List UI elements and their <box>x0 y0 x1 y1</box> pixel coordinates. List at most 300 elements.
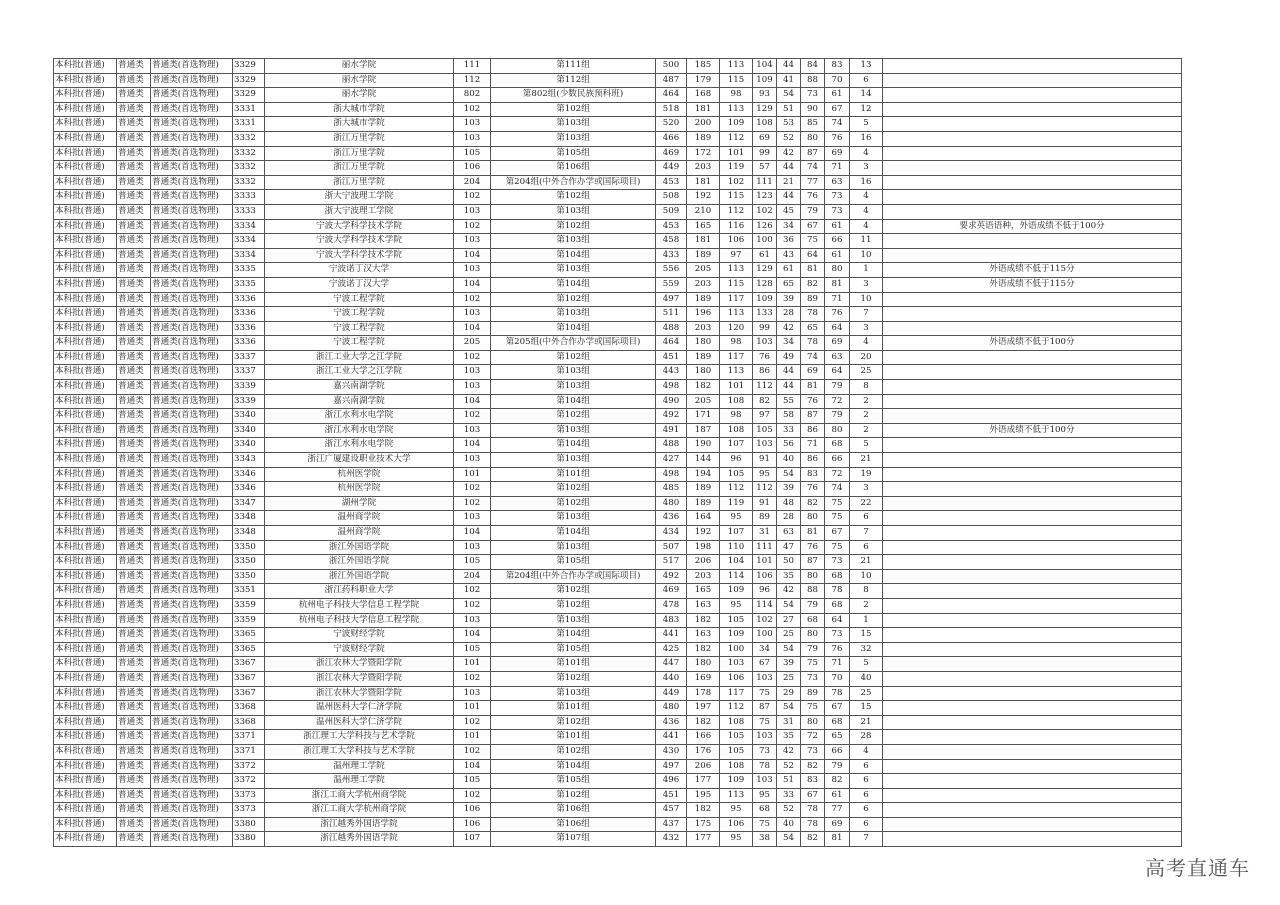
cell-batch: 本科批(普通) <box>54 59 117 74</box>
cell-total-score: 520 <box>656 117 687 132</box>
cell-category: 普通类 <box>117 701 151 716</box>
cell-group-code: 104 <box>454 321 491 336</box>
cell-category: 普通类 <box>117 219 151 234</box>
cell-category: 普通类 <box>117 350 151 365</box>
cell-school-code: 3336 <box>233 321 265 336</box>
cell-remarks <box>883 131 1182 146</box>
cell-batch: 本科批(普通) <box>54 555 117 570</box>
cell-total-score: 441 <box>656 628 687 643</box>
cell-school-name: 浙江外国语学院 <box>265 555 454 570</box>
cell-school-name: 浙江万里学院 <box>265 146 454 161</box>
cell-school-name: 宁波诺丁汉大学 <box>265 277 454 292</box>
cell-score-b: 112 <box>720 701 753 716</box>
cell-school-code: 3372 <box>233 774 265 789</box>
cell-score-a: 187 <box>687 423 720 438</box>
cell-score-d: 44 <box>777 190 801 205</box>
table-row <box>54 803 1182 818</box>
cell-batch: 本科批(普通) <box>54 131 117 146</box>
cell-school-name: 湖州学院 <box>265 496 454 511</box>
table-row <box>54 263 1182 278</box>
cell-subject-type: 普通类(首选物理) <box>151 88 233 103</box>
cell-score-b: 113 <box>720 102 753 117</box>
cell-score-c: 112 <box>753 482 777 497</box>
cell-score-a: 180 <box>687 657 720 672</box>
cell-score-f: 83 <box>825 59 850 74</box>
cell-category: 普通类 <box>117 248 151 263</box>
cell-total-score: 449 <box>656 686 687 701</box>
cell-count: 40 <box>850 671 883 686</box>
cell-school-code: 3347 <box>233 496 265 511</box>
table-row <box>54 248 1182 263</box>
cell-score-c: 114 <box>753 598 777 613</box>
cell-score-c: 103 <box>753 336 777 351</box>
cell-score-d: 25 <box>777 671 801 686</box>
cell-score-c: 68 <box>753 803 777 818</box>
cell-school-name: 嘉兴南湖学院 <box>265 380 454 395</box>
cell-batch: 本科批(普通) <box>54 175 117 190</box>
cell-group-code: 204 <box>454 175 491 190</box>
cell-group-code: 105 <box>454 642 491 657</box>
cell-count: 5 <box>850 117 883 132</box>
cell-total-score: 498 <box>656 467 687 482</box>
cell-school-code: 3346 <box>233 467 265 482</box>
cell-score-e: 73 <box>801 671 825 686</box>
cell-score-e: 75 <box>801 234 825 249</box>
cell-group-code: 204 <box>454 569 491 584</box>
cell-school-code: 3350 <box>233 555 265 570</box>
cell-score-f: 80 <box>825 423 850 438</box>
cell-group-name: 第111组 <box>491 59 656 74</box>
cell-school-name: 丽水学院 <box>265 59 454 74</box>
cell-batch: 本科批(普通) <box>54 584 117 599</box>
cell-category: 普通类 <box>117 307 151 322</box>
cell-group-code: 104 <box>454 628 491 643</box>
cell-score-a: 198 <box>687 540 720 555</box>
cell-remarks <box>883 511 1182 526</box>
cell-batch: 本科批(普通) <box>54 365 117 380</box>
cell-group-name: 第101组 <box>491 730 656 745</box>
cell-school-name: 浙江工业大学之江学院 <box>265 365 454 380</box>
table-row <box>54 540 1182 555</box>
cell-score-e: 84 <box>801 59 825 74</box>
cell-score-a: 192 <box>687 190 720 205</box>
cell-group-name: 第102组 <box>491 496 656 511</box>
cell-score-a: 189 <box>687 496 720 511</box>
cell-subject-type: 普通类(首选物理) <box>151 117 233 132</box>
cell-category: 普通类 <box>117 482 151 497</box>
cell-school-code: 3350 <box>233 569 265 584</box>
cell-score-e: 65 <box>801 321 825 336</box>
cell-batch: 本科批(普通) <box>54 380 117 395</box>
cell-total-score: 491 <box>656 423 687 438</box>
cell-school-name: 丽水学院 <box>265 88 454 103</box>
cell-score-b: 105 <box>720 744 753 759</box>
cell-category: 普通类 <box>117 146 151 161</box>
cell-group-name: 第104组 <box>491 321 656 336</box>
cell-score-d: 47 <box>777 540 801 555</box>
cell-total-score: 437 <box>656 817 687 832</box>
cell-school-code: 3334 <box>233 248 265 263</box>
table-row <box>54 219 1182 234</box>
cell-category: 普通类 <box>117 277 151 292</box>
cell-score-b: 98 <box>720 336 753 351</box>
cell-subject-type: 普通类(首选物理) <box>151 248 233 263</box>
cell-score-b: 95 <box>720 511 753 526</box>
cell-count: 4 <box>850 336 883 351</box>
cell-group-code: 104 <box>454 438 491 453</box>
cell-group-name: 第103组 <box>491 117 656 132</box>
cell-remarks <box>883 526 1182 541</box>
cell-remarks <box>883 102 1182 117</box>
cell-group-code: 104 <box>454 759 491 774</box>
cell-school-code: 3367 <box>233 671 265 686</box>
cell-remarks <box>883 248 1182 263</box>
cell-batch: 本科批(普通) <box>54 715 117 730</box>
cell-school-name: 浙大城市学院 <box>265 102 454 117</box>
cell-batch: 本科批(普通) <box>54 336 117 351</box>
cell-score-a: 181 <box>687 102 720 117</box>
cell-score-b: 113 <box>720 263 753 278</box>
cell-score-f: 74 <box>825 482 850 497</box>
cell-score-d: 54 <box>777 701 801 716</box>
cell-score-d: 44 <box>777 365 801 380</box>
cell-score-d: 52 <box>777 803 801 818</box>
cell-group-name: 第102组 <box>491 102 656 117</box>
cell-score-c: 123 <box>753 190 777 205</box>
cell-school-code: 3368 <box>233 701 265 716</box>
cell-score-c: 38 <box>753 832 777 847</box>
cell-score-d: 25 <box>777 628 801 643</box>
table-row <box>54 730 1182 745</box>
cell-category: 普通类 <box>117 175 151 190</box>
cell-score-a: 203 <box>687 161 720 176</box>
cell-score-b: 119 <box>720 496 753 511</box>
cell-score-e: 86 <box>801 453 825 468</box>
cell-total-score: 483 <box>656 613 687 628</box>
cell-remarks: 要求英语语种，外语成绩不低于100分 <box>883 219 1182 234</box>
cell-category: 普通类 <box>117 423 151 438</box>
cell-score-f: 70 <box>825 73 850 88</box>
cell-count: 5 <box>850 438 883 453</box>
table-row <box>54 73 1182 88</box>
cell-batch: 本科批(普通) <box>54 701 117 716</box>
cell-school-code: 3336 <box>233 307 265 322</box>
cell-score-a: 163 <box>687 628 720 643</box>
cell-school-code: 3340 <box>233 423 265 438</box>
cell-score-e: 73 <box>801 88 825 103</box>
cell-score-d: 63 <box>777 526 801 541</box>
cell-score-f: 67 <box>825 102 850 117</box>
cell-score-e: 73 <box>801 744 825 759</box>
cell-score-a: 169 <box>687 671 720 686</box>
cell-school-code: 3334 <box>233 234 265 249</box>
cell-school-code: 3380 <box>233 817 265 832</box>
cell-score-a: 205 <box>687 394 720 409</box>
table-row <box>54 190 1182 205</box>
cell-count: 19 <box>850 467 883 482</box>
cell-batch: 本科批(普通) <box>54 117 117 132</box>
cell-score-f: 66 <box>825 234 850 249</box>
cell-batch: 本科批(普通) <box>54 598 117 613</box>
cell-score-e: 72 <box>801 730 825 745</box>
cell-school-name: 浙江农林大学暨阳学院 <box>265 671 454 686</box>
cell-score-b: 114 <box>720 569 753 584</box>
cell-score-b: 108 <box>720 715 753 730</box>
cell-count: 4 <box>850 190 883 205</box>
cell-score-d: 34 <box>777 336 801 351</box>
cell-score-b: 95 <box>720 803 753 818</box>
cell-school-code: 3332 <box>233 131 265 146</box>
cell-score-e: 78 <box>801 803 825 818</box>
cell-subject-type: 普通类(首选物理) <box>151 438 233 453</box>
cell-score-a: 180 <box>687 336 720 351</box>
cell-group-code: 102 <box>454 496 491 511</box>
cell-score-a: 196 <box>687 307 720 322</box>
cell-subject-type: 普通类(首选物理) <box>151 598 233 613</box>
cell-subject-type: 普通类(首选物理) <box>151 744 233 759</box>
cell-group-code: 102 <box>454 598 491 613</box>
cell-score-e: 88 <box>801 584 825 599</box>
cell-subject-type: 普通类(首选物理) <box>151 657 233 672</box>
cell-score-c: 69 <box>753 131 777 146</box>
cell-group-name: 第102组 <box>491 350 656 365</box>
cell-total-score: 443 <box>656 365 687 380</box>
cell-remarks <box>883 715 1182 730</box>
cell-total-score: 469 <box>656 146 687 161</box>
cell-school-name: 杭州医学院 <box>265 467 454 482</box>
table-row <box>54 774 1182 789</box>
cell-subject-type: 普通类(首选物理) <box>151 715 233 730</box>
cell-score-f: 79 <box>825 380 850 395</box>
cell-group-name: 第104组 <box>491 277 656 292</box>
cell-batch: 本科批(普通) <box>54 438 117 453</box>
cell-score-d: 33 <box>777 788 801 803</box>
cell-count: 16 <box>850 175 883 190</box>
cell-count: 11 <box>850 234 883 249</box>
cell-score-c: 89 <box>753 511 777 526</box>
cell-group-code: 106 <box>454 817 491 832</box>
cell-score-f: 69 <box>825 336 850 351</box>
cell-batch: 本科批(普通) <box>54 234 117 249</box>
cell-group-name: 第205组(中外合作办学或国际项目) <box>491 336 656 351</box>
cell-school-name: 宁波工程学院 <box>265 307 454 322</box>
cell-score-f: 79 <box>825 759 850 774</box>
cell-category: 普通类 <box>117 569 151 584</box>
table-row <box>54 657 1182 672</box>
cell-score-c: 91 <box>753 496 777 511</box>
cell-remarks <box>883 803 1182 818</box>
cell-school-name: 宁波大学科学技术学院 <box>265 234 454 249</box>
cell-school-name: 宁波财经学院 <box>265 642 454 657</box>
cell-school-name: 浙大宁波理工学院 <box>265 204 454 219</box>
cell-score-e: 68 <box>801 613 825 628</box>
table-row <box>54 496 1182 511</box>
cell-score-c: 97 <box>753 409 777 424</box>
cell-score-f: 74 <box>825 117 850 132</box>
cell-school-name: 宁波工程学院 <box>265 336 454 351</box>
cell-score-e: 81 <box>801 526 825 541</box>
cell-category: 普通类 <box>117 73 151 88</box>
cell-remarks <box>883 584 1182 599</box>
cell-group-code: 102 <box>454 671 491 686</box>
cell-total-score: 427 <box>656 453 687 468</box>
cell-score-e: 82 <box>801 759 825 774</box>
cell-score-b: 105 <box>720 613 753 628</box>
cell-score-f: 64 <box>825 365 850 380</box>
cell-score-d: 52 <box>777 131 801 146</box>
table-row <box>54 59 1182 74</box>
cell-group-name: 第105组 <box>491 146 656 161</box>
cell-group-name: 第103组 <box>491 511 656 526</box>
cell-count: 2 <box>850 423 883 438</box>
cell-score-e: 75 <box>801 701 825 716</box>
cell-score-e: 88 <box>801 73 825 88</box>
cell-score-e: 90 <box>801 102 825 117</box>
cell-total-score: 432 <box>656 832 687 847</box>
cell-subject-type: 普通类(首选物理) <box>151 671 233 686</box>
cell-category: 普通类 <box>117 263 151 278</box>
cell-score-b: 107 <box>720 526 753 541</box>
cell-batch: 本科批(普通) <box>54 642 117 657</box>
cell-score-e: 74 <box>801 161 825 176</box>
cell-score-e: 80 <box>801 511 825 526</box>
cell-score-c: 57 <box>753 161 777 176</box>
table-row <box>54 584 1182 599</box>
cell-remarks <box>883 394 1182 409</box>
cell-total-score: 518 <box>656 102 687 117</box>
cell-score-a: 189 <box>687 131 720 146</box>
cell-total-score: 433 <box>656 248 687 263</box>
cell-category: 普通类 <box>117 161 151 176</box>
cell-subject-type: 普通类(首选物理) <box>151 277 233 292</box>
cell-category: 普通类 <box>117 744 151 759</box>
admission-score-table <box>53 58 1182 847</box>
table-row <box>54 701 1182 716</box>
cell-score-d: 21 <box>777 175 801 190</box>
cell-remarks <box>883 146 1182 161</box>
cell-school-name: 温州医科大学仁济学院 <box>265 715 454 730</box>
cell-score-a: 203 <box>687 569 720 584</box>
cell-batch: 本科批(普通) <box>54 526 117 541</box>
cell-category: 普通类 <box>117 788 151 803</box>
cell-count: 6 <box>850 817 883 832</box>
cell-count: 15 <box>850 701 883 716</box>
cell-score-d: 39 <box>777 482 801 497</box>
cell-score-f: 71 <box>825 657 850 672</box>
cell-score-b: 113 <box>720 59 753 74</box>
cell-count: 4 <box>850 219 883 234</box>
cell-score-e: 76 <box>801 482 825 497</box>
cell-score-f: 82 <box>825 774 850 789</box>
cell-score-d: 54 <box>777 598 801 613</box>
cell-school-code: 3346 <box>233 482 265 497</box>
cell-count: 4 <box>850 146 883 161</box>
cell-batch: 本科批(普通) <box>54 277 117 292</box>
cell-group-code: 102 <box>454 788 491 803</box>
cell-remarks: 外语成绩不低于100分 <box>883 423 1182 438</box>
cell-score-c: 99 <box>753 146 777 161</box>
table-row <box>54 511 1182 526</box>
cell-score-a: 172 <box>687 146 720 161</box>
cell-score-b: 112 <box>720 204 753 219</box>
cell-batch: 本科批(普通) <box>54 657 117 672</box>
cell-score-b: 108 <box>720 423 753 438</box>
cell-score-e: 85 <box>801 117 825 132</box>
table-row <box>54 277 1182 292</box>
cell-school-name: 浙大宁波理工学院 <box>265 190 454 205</box>
cell-score-f: 61 <box>825 788 850 803</box>
cell-score-b: 113 <box>720 307 753 322</box>
cell-batch: 本科批(普通) <box>54 511 117 526</box>
cell-category: 普通类 <box>117 88 151 103</box>
cell-count: 6 <box>850 511 883 526</box>
cell-score-c: 103 <box>753 730 777 745</box>
cell-subject-type: 普通类(首选物理) <box>151 380 233 395</box>
cell-total-score: 466 <box>656 131 687 146</box>
cell-category: 普通类 <box>117 759 151 774</box>
cell-group-code: 102 <box>454 482 491 497</box>
cell-score-b: 120 <box>720 321 753 336</box>
cell-score-d: 43 <box>777 248 801 263</box>
cell-total-score: 496 <box>656 774 687 789</box>
cell-category: 普通类 <box>117 292 151 307</box>
cell-score-a: 203 <box>687 321 720 336</box>
cell-score-f: 72 <box>825 394 850 409</box>
cell-subject-type: 普通类(首选物理) <box>151 190 233 205</box>
cell-group-name: 第102组 <box>491 219 656 234</box>
cell-score-a: 182 <box>687 642 720 657</box>
cell-batch: 本科批(普通) <box>54 803 117 818</box>
table-row <box>54 686 1182 701</box>
cell-score-e: 74 <box>801 350 825 365</box>
cell-group-name: 第103组 <box>491 204 656 219</box>
cell-batch: 本科批(普通) <box>54 88 117 103</box>
cell-score-c: 126 <box>753 219 777 234</box>
table-row <box>54 234 1182 249</box>
cell-subject-type: 普通类(首选物理) <box>151 496 233 511</box>
cell-school-code: 3367 <box>233 657 265 672</box>
cell-score-b: 113 <box>720 365 753 380</box>
table-row <box>54 161 1182 176</box>
table-body <box>54 59 1182 847</box>
cell-score-c: 67 <box>753 657 777 672</box>
cell-score-c: 96 <box>753 584 777 599</box>
cell-count: 3 <box>850 321 883 336</box>
cell-score-a: 166 <box>687 730 720 745</box>
cell-score-e: 82 <box>801 832 825 847</box>
cell-score-d: 35 <box>777 569 801 584</box>
cell-subject-type: 普通类(首选物理) <box>151 511 233 526</box>
cell-score-f: 75 <box>825 540 850 555</box>
cell-score-d: 40 <box>777 817 801 832</box>
cell-score-d: 39 <box>777 292 801 307</box>
cell-score-e: 79 <box>801 204 825 219</box>
cell-subject-type: 普通类(首选物理) <box>151 365 233 380</box>
cell-school-name: 浙江农林大学暨阳学院 <box>265 686 454 701</box>
cell-school-code: 3332 <box>233 175 265 190</box>
cell-score-c: 103 <box>753 774 777 789</box>
cell-category: 普通类 <box>117 613 151 628</box>
cell-category: 普通类 <box>117 555 151 570</box>
cell-score-a: 210 <box>687 204 720 219</box>
cell-batch: 本科批(普通) <box>54 730 117 745</box>
cell-subject-type: 普通类(首选物理) <box>151 788 233 803</box>
cell-score-c: 93 <box>753 88 777 103</box>
cell-school-name: 宁波大学科学技术学院 <box>265 248 454 263</box>
cell-score-d: 27 <box>777 613 801 628</box>
cell-score-b: 96 <box>720 453 753 468</box>
cell-category: 普通类 <box>117 409 151 424</box>
